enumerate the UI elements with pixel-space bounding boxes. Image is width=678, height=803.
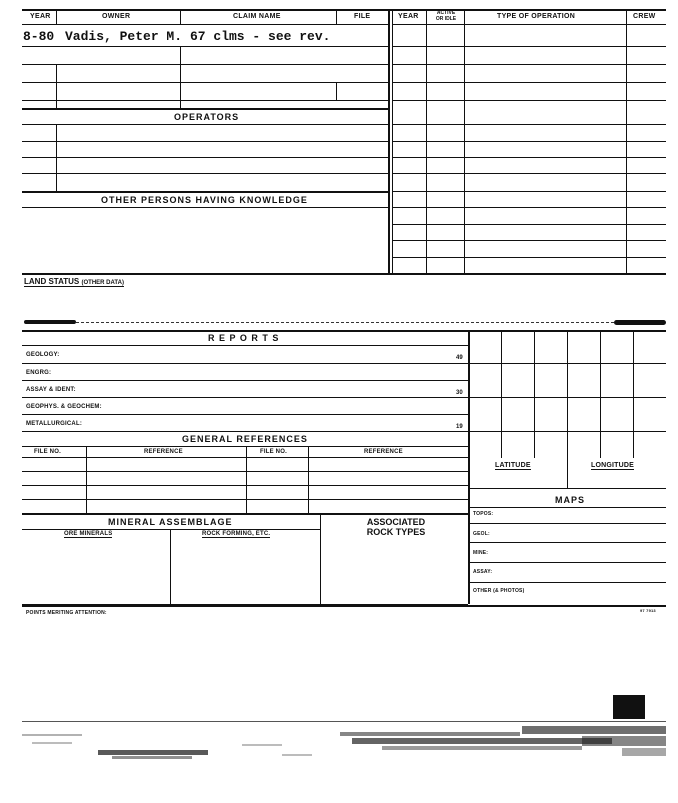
divider bbox=[180, 9, 181, 25]
scan-noise bbox=[22, 722, 666, 768]
mineral-divider bbox=[170, 529, 171, 604]
row-line bbox=[22, 157, 388, 158]
entry-owner: Vadis, Peter M. bbox=[65, 29, 183, 44]
other-persons-top bbox=[22, 191, 388, 193]
maps-line bbox=[469, 562, 666, 563]
report-metallurgical-num: 19 bbox=[456, 424, 463, 430]
latlong-divider bbox=[567, 458, 568, 488]
ore-minerals-label: ORE MINERALS bbox=[64, 531, 113, 537]
row-line bbox=[22, 173, 388, 174]
header-owner: OWNER bbox=[102, 13, 131, 20]
genref-line bbox=[22, 457, 468, 458]
divider bbox=[56, 9, 57, 25]
divider bbox=[56, 124, 57, 191]
maps-mine: MINE: bbox=[473, 550, 489, 556]
maps-line bbox=[469, 523, 666, 524]
assoc-line1: ASSOCIATED bbox=[366, 517, 426, 527]
reports-top bbox=[22, 330, 666, 332]
report-geology-num: 49 bbox=[456, 355, 463, 361]
scan-smudge bbox=[24, 320, 76, 324]
divider bbox=[56, 64, 57, 108]
genref-header-line bbox=[22, 446, 468, 447]
header-type-of-operation: TYPE OF OPERATION bbox=[497, 13, 576, 20]
genref-line bbox=[22, 485, 468, 486]
maps-line bbox=[469, 542, 666, 543]
genref-divider bbox=[308, 446, 309, 513]
maps-line bbox=[469, 582, 666, 583]
entry-claim: 67 clms - see rev. bbox=[190, 29, 331, 44]
report-geophys: GEOPHYS. & GEOCHEM: bbox=[26, 404, 102, 410]
general-references-title: GENERAL REFERENCES bbox=[182, 434, 308, 444]
grid-divider bbox=[600, 330, 601, 458]
row-line bbox=[22, 64, 388, 65]
scan-line bbox=[76, 322, 614, 323]
report-line bbox=[22, 414, 468, 415]
report-assay: ASSAY & IDENT: bbox=[26, 387, 76, 393]
reports-header-line bbox=[22, 345, 468, 346]
genref-line bbox=[22, 499, 468, 500]
op-divider-year bbox=[426, 9, 427, 273]
grid-divider bbox=[567, 330, 568, 458]
op-divider-crew bbox=[626, 9, 627, 273]
grid-divider bbox=[501, 330, 502, 458]
row-line bbox=[22, 124, 388, 125]
row-line bbox=[22, 141, 388, 142]
maps-topos: TOPOS: bbox=[473, 511, 494, 517]
report-assay-num: 30 bbox=[456, 390, 463, 396]
header-year-right: YEAR bbox=[398, 13, 419, 20]
maps-assay: ASSAY: bbox=[473, 569, 493, 575]
longitude-label: LONGITUDE bbox=[591, 462, 635, 469]
other-persons-label: OTHER PERSONS HAVING KNOWLEDGE bbox=[101, 195, 308, 205]
header-active-line2: OR IDLE bbox=[435, 16, 457, 22]
operators-label: OPERATORS bbox=[174, 112, 240, 122]
points-meriting-attention: POINTS MERITING ATTENTION: bbox=[26, 610, 107, 616]
rock-forming-label: ROCK FORMING, ETC. bbox=[202, 531, 271, 537]
scan-smudge bbox=[614, 320, 666, 325]
row-line bbox=[22, 100, 388, 101]
genref-reference-1: REFERENCE bbox=[144, 449, 183, 455]
header-active-or-idle bbox=[430, 10, 462, 22]
grid-line bbox=[469, 488, 666, 489]
op-divider-active bbox=[464, 9, 465, 273]
divider bbox=[336, 9, 337, 25]
report-line bbox=[22, 380, 468, 381]
report-line bbox=[22, 397, 468, 398]
maps-other: OTHER (& PHOTOS) bbox=[473, 588, 525, 594]
divider bbox=[336, 82, 337, 100]
genref-reference-2: REFERENCE bbox=[364, 449, 403, 455]
row-line bbox=[22, 207, 388, 208]
genref-file-no-1: FILE NO. bbox=[34, 449, 61, 455]
land-status-label: LAND STATUS bbox=[24, 277, 80, 286]
grid-divider bbox=[534, 330, 535, 458]
mineral-assemblage-title: MINERAL ASSEMBLAGE bbox=[108, 517, 233, 527]
genref-divider bbox=[86, 446, 87, 513]
report-geology: GEOLOGY: bbox=[26, 352, 60, 358]
top-border bbox=[22, 9, 666, 11]
genref-line bbox=[22, 471, 468, 472]
associated-rock-types bbox=[356, 517, 436, 537]
latitude-label: LATITUDE bbox=[495, 462, 531, 469]
report-line bbox=[22, 431, 468, 432]
header-year: YEAR bbox=[30, 13, 51, 20]
reports-title: R E P O R T S bbox=[208, 333, 280, 343]
header-bottom-line-left bbox=[22, 24, 388, 25]
header-active-line1: ACTIVE bbox=[436, 10, 456, 16]
mineral-top bbox=[22, 513, 468, 515]
grid-divider bbox=[633, 330, 634, 458]
form-code: 97 7913 bbox=[640, 608, 656, 613]
entry-year: 8-80 bbox=[23, 29, 55, 44]
genref-divider bbox=[246, 446, 247, 513]
row-line bbox=[22, 82, 388, 83]
top-section-bottom bbox=[22, 273, 666, 275]
header-crew: CREW bbox=[633, 13, 656, 20]
land-status bbox=[24, 277, 124, 287]
maps-geol: GEOL: bbox=[473, 531, 490, 537]
operators-top bbox=[22, 108, 388, 110]
divider bbox=[180, 46, 181, 108]
center-divider bbox=[388, 9, 390, 274]
reports-bottom bbox=[22, 605, 666, 607]
maps-line bbox=[469, 507, 666, 508]
entry-underline bbox=[22, 46, 388, 47]
scan-artifact-block bbox=[613, 695, 645, 719]
report-metallurgical: METALLURGICAL: bbox=[26, 421, 83, 427]
land-status-sub: (OTHER DATA) bbox=[81, 280, 124, 286]
header-file: FILE bbox=[354, 13, 371, 20]
report-engrg: ENGRG: bbox=[26, 370, 52, 376]
report-line bbox=[22, 363, 468, 364]
genref-file-no-2: FILE NO. bbox=[260, 449, 287, 455]
mineral-header-line bbox=[22, 529, 320, 530]
maps-title: MAPS bbox=[555, 495, 586, 505]
header-claim-name: CLAIM NAME bbox=[233, 13, 281, 20]
assoc-line2: ROCK TYPES bbox=[366, 527, 426, 537]
mineral-divider bbox=[320, 513, 321, 604]
